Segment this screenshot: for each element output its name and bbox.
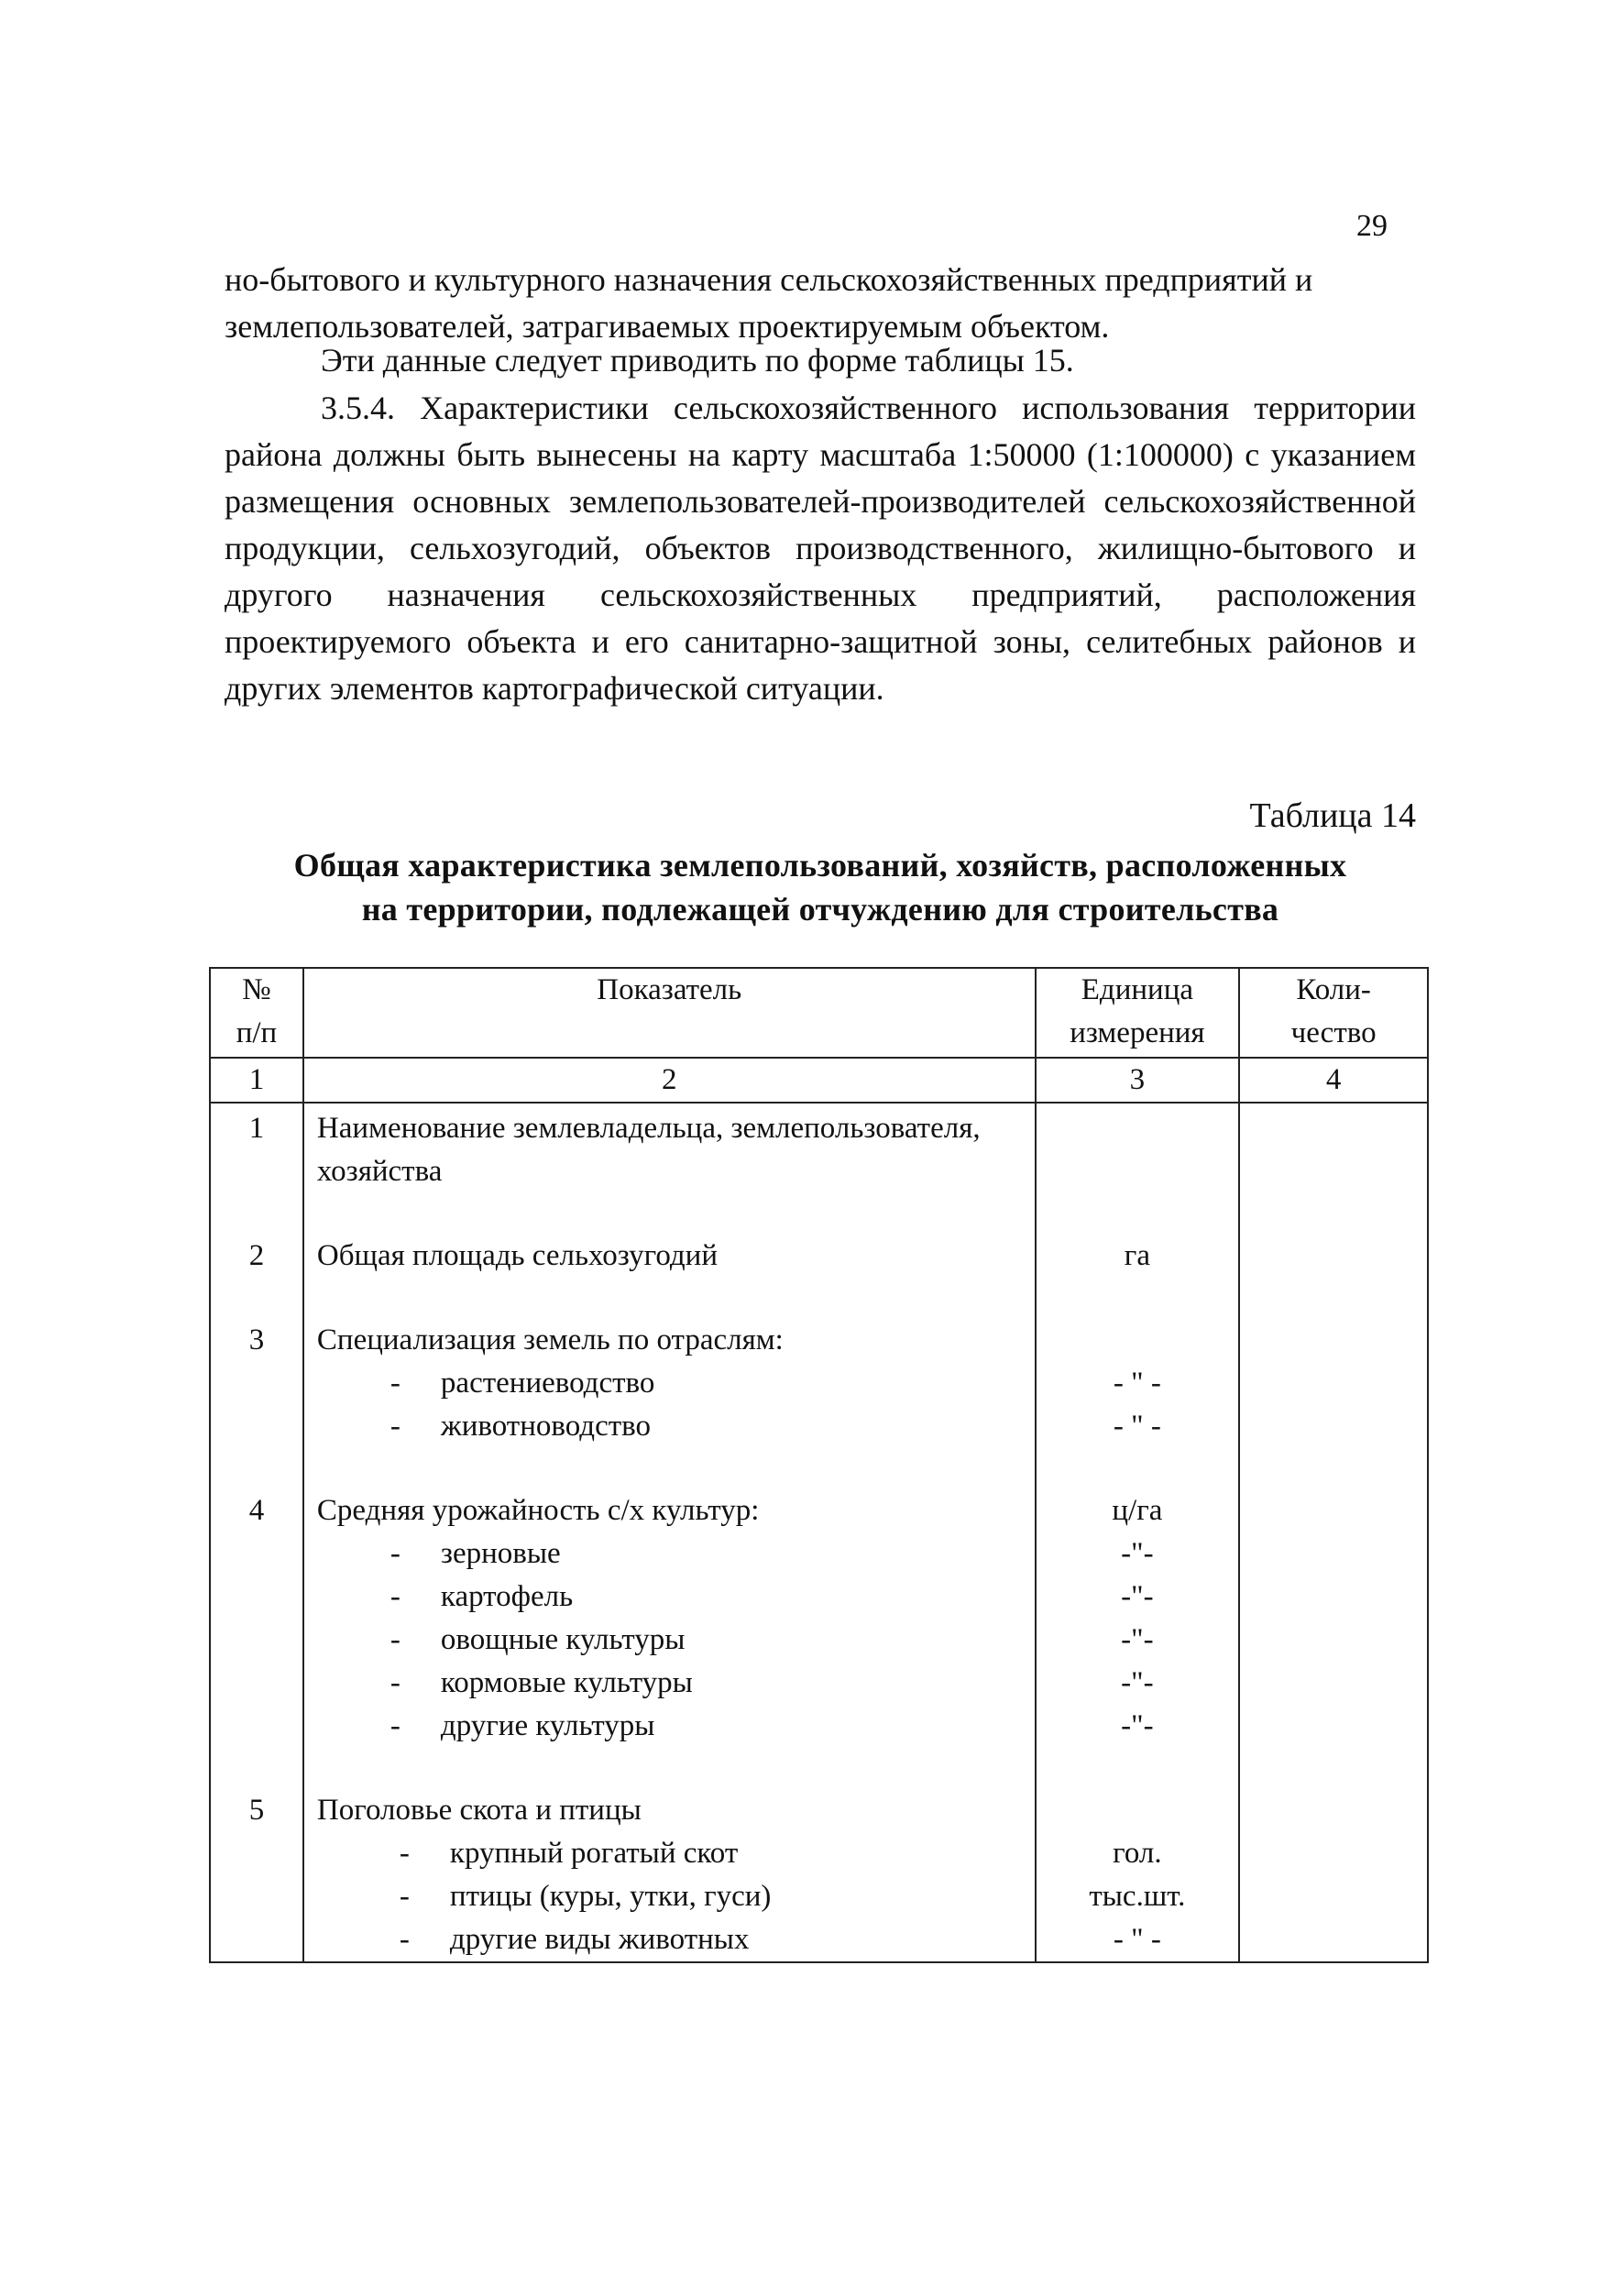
list-dash: - — [390, 1709, 401, 1742]
sub-item-cattle — [317, 1832, 1022, 1875]
sub-item-potato — [317, 1576, 1022, 1619]
sub-item-label: картофель — [440, 1580, 574, 1613]
table-title-line-1: Общая характеристика землепользований, хозяйств, расположенных — [293, 847, 1347, 884]
row-number: 2 — [248, 1239, 265, 1272]
table-header-row — [210, 968, 1428, 1058]
row-number: 4 — [248, 1494, 265, 1527]
row-number: 5 — [248, 1794, 265, 1827]
unit-value: гол. — [1113, 1837, 1162, 1870]
sub-item-label: другие культуры — [440, 1709, 655, 1742]
unit-value: -"- — [1121, 1709, 1154, 1742]
header-quantity — [1239, 968, 1428, 1058]
list-dash: - — [390, 1666, 401, 1699]
header-number-line-2: п/п — [236, 1016, 278, 1049]
unit-value: - " - — [1113, 1923, 1161, 1956]
sub-item-label: овощные культуры — [440, 1623, 686, 1656]
sub-item-crop-farming — [317, 1362, 1022, 1405]
table-label: Таблица 14 — [1249, 796, 1416, 835]
sub-item-label: другие виды животных — [449, 1923, 750, 1956]
paragraph-table-reference: Эти данные следует приводить по форме таблицы 15. — [321, 342, 1074, 379]
column-number: 2 — [303, 1058, 1036, 1103]
quantity-column — [1239, 1103, 1428, 1962]
table-body-row — [210, 1103, 1428, 1962]
sub-item-label: кормовые культуры — [440, 1666, 693, 1699]
sub-item-label: растениеводство — [440, 1367, 655, 1400]
list-dash: - — [390, 1537, 401, 1570]
header-quantity-line-2: чество — [1290, 1016, 1377, 1049]
list-dash: - — [399, 1880, 410, 1913]
column-number: 1 — [210, 1058, 303, 1103]
table-title-line-2: на территории, подлежащей отчуждению для строительства — [361, 891, 1279, 928]
units-column — [1036, 1103, 1240, 1962]
sub-item-other-crops — [317, 1705, 1022, 1748]
unit-value: - " - — [1113, 1367, 1161, 1400]
list-dash: - — [390, 1410, 401, 1443]
page-number: 29 — [1356, 209, 1388, 243]
header-unit-line-1: Единица — [1081, 973, 1194, 1006]
sub-item-label: животноводство — [440, 1410, 652, 1443]
paragraph-section-3-5-4: 3.5.4. Характеристики сельскохозяйственного использования территории района должны быть вынесены на карту масштаба 1:50000 (1:100000) с указанием размещения основных землепользователей-производителей сельскохозяйственной продукции, сельхозугодий, объектов производственного, жилищно-бытового и другого назначения сельскохозяйственных предприятий, расположения проектируемого объекта и его санитарно-защитной зоны, селитебных районов и других элементов картографической ситуации. — [225, 390, 1416, 707]
sub-item-grain — [317, 1532, 1022, 1576]
header-quantity-line-1: Коли- — [1296, 973, 1371, 1006]
list-dash: - — [390, 1580, 401, 1613]
sub-item-label: зерновые — [440, 1537, 561, 1570]
indicators-column — [303, 1103, 1036, 1962]
indicator-owner-name: Наименование землевладельца, землепользователя, хозяйства — [316, 1112, 981, 1188]
unit-value: -"- — [1121, 1623, 1154, 1656]
column-number: 4 — [1239, 1058, 1428, 1103]
sub-item-label: птицы (куры, утки, гуси) — [449, 1880, 772, 1913]
header-number — [210, 968, 303, 1058]
list-dash: - — [390, 1623, 401, 1656]
row-number: 1 — [248, 1112, 265, 1145]
header-unit — [1036, 968, 1240, 1058]
indicator-specialization: Специализация земель по отраслям: — [316, 1323, 784, 1356]
unit-value: га — [1124, 1239, 1150, 1272]
list-dash: - — [399, 1837, 410, 1870]
indicator-average-yield: Средняя урожайность с/х культур: — [316, 1494, 760, 1527]
sub-item-other-animals — [317, 1918, 1022, 1961]
sub-item-label: крупный рогатый скот — [449, 1837, 739, 1870]
sub-item-fodder — [317, 1662, 1022, 1705]
list-dash: - — [399, 1923, 410, 1956]
indicator-total-area: Общая площадь сельхозугодий — [316, 1239, 718, 1272]
indicator-livestock-count: Поголовье скота и птицы — [316, 1794, 642, 1827]
unit-value: - " - — [1113, 1410, 1161, 1443]
unit-value: -"- — [1121, 1666, 1154, 1699]
column-number-row — [210, 1058, 1428, 1103]
unit-value: ц/га — [1112, 1494, 1163, 1527]
sub-item-poultry — [317, 1875, 1022, 1918]
land-use-table — [209, 967, 1429, 1963]
header-number-line-1: № — [242, 973, 271, 1006]
unit-value: -"- — [1121, 1580, 1154, 1613]
sub-item-livestock — [317, 1405, 1022, 1448]
paragraph-continuation: но-бытового и культурного назначения сельскохозяйственных предприятий и землепользователей, затрагиваемых проектируемым объектом. — [225, 261, 1313, 345]
column-number: 3 — [1036, 1058, 1240, 1103]
row-number: 3 — [248, 1323, 265, 1356]
header-indicator: Показатель — [303, 968, 1036, 1058]
header-unit-line-2: измерения — [1070, 1016, 1205, 1049]
row-numbers-column — [210, 1103, 303, 1962]
unit-value: -"- — [1121, 1537, 1154, 1570]
unit-value: тыс.шт. — [1089, 1880, 1186, 1913]
list-dash: - — [390, 1367, 401, 1400]
sub-item-vegetables — [317, 1619, 1022, 1662]
table-title — [225, 843, 1416, 931]
